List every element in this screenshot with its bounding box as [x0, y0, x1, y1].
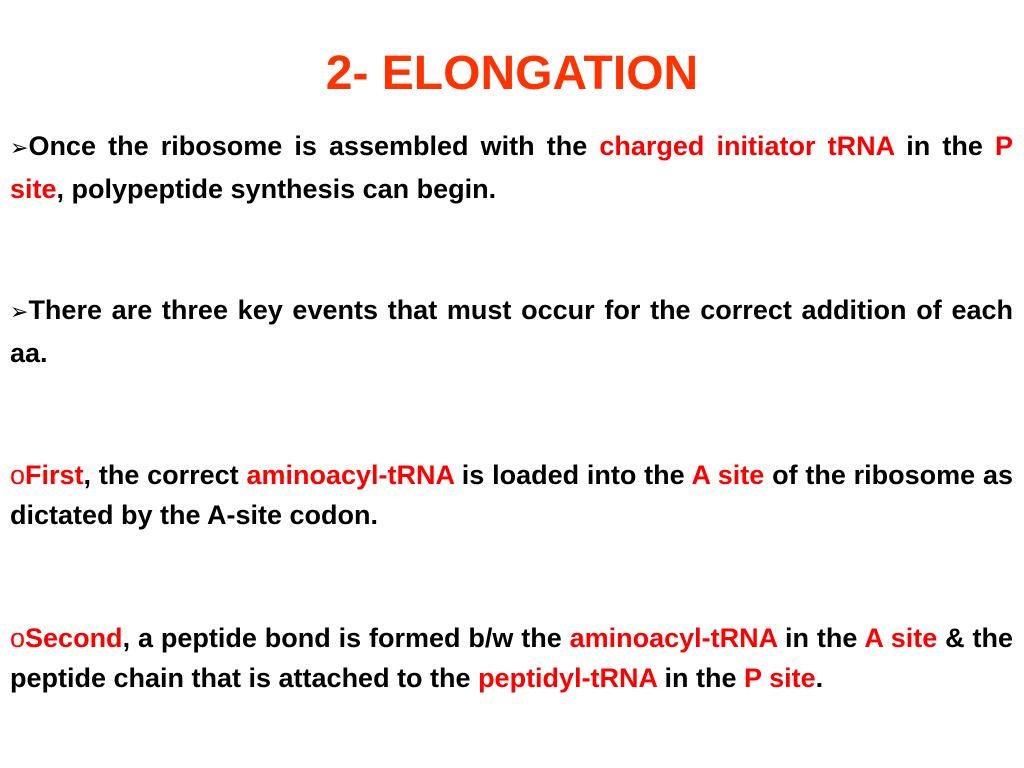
circle-bullet-icon: o — [10, 623, 26, 653]
text-segment: , the correct — [83, 460, 247, 490]
text-segment: , polypeptide synthesis can begin. — [56, 174, 497, 204]
text-segment: in the — [894, 131, 995, 161]
text-segment: There are three key events that must occur for the correct addition of each aa. — [10, 295, 1013, 368]
highlight-term: aminoacyl-tRNA — [246, 460, 455, 490]
highlight-term: A site — [864, 623, 938, 653]
highlight-term: First — [25, 460, 84, 490]
text-segment: . — [815, 663, 824, 693]
text-segment: in the — [777, 623, 865, 653]
paragraph-ribosome-assembled — [10, 126, 1013, 209]
highlight-term: P site — [10, 131, 1013, 204]
arrow-bullet-icon: ➢ — [10, 300, 29, 325]
slide-title: 2- ELONGATION — [325, 47, 699, 100]
text-segment: Once the ribosome is assembled with the — [28, 131, 600, 161]
highlight-term: P site — [744, 663, 816, 693]
highlight-term: A site — [691, 460, 765, 490]
paragraph-first-event — [10, 455, 1013, 535]
highlight-term: Second — [25, 623, 123, 653]
arrow-bullet-icon: ➢ — [10, 136, 29, 161]
text-segment: & the peptide chain that is attached to the — [10, 623, 1013, 693]
highlight-term: charged initiator tRNA — [599, 131, 895, 161]
circle-bullet-icon: o — [10, 460, 26, 490]
paragraph-three-key-events — [10, 290, 1013, 373]
paragraph-second-event — [10, 618, 1013, 698]
text-segment: , a peptide bond is formed b/w the — [122, 623, 570, 653]
highlight-term: aminoacyl-tRNA — [569, 623, 778, 653]
text-segment: is loaded into the — [454, 460, 692, 490]
highlight-term: peptidyl-tRNA — [478, 663, 658, 693]
text-segment: of the ribosome as dictated by the A-site codon. — [10, 460, 1013, 530]
text-segment: in the — [657, 663, 745, 693]
